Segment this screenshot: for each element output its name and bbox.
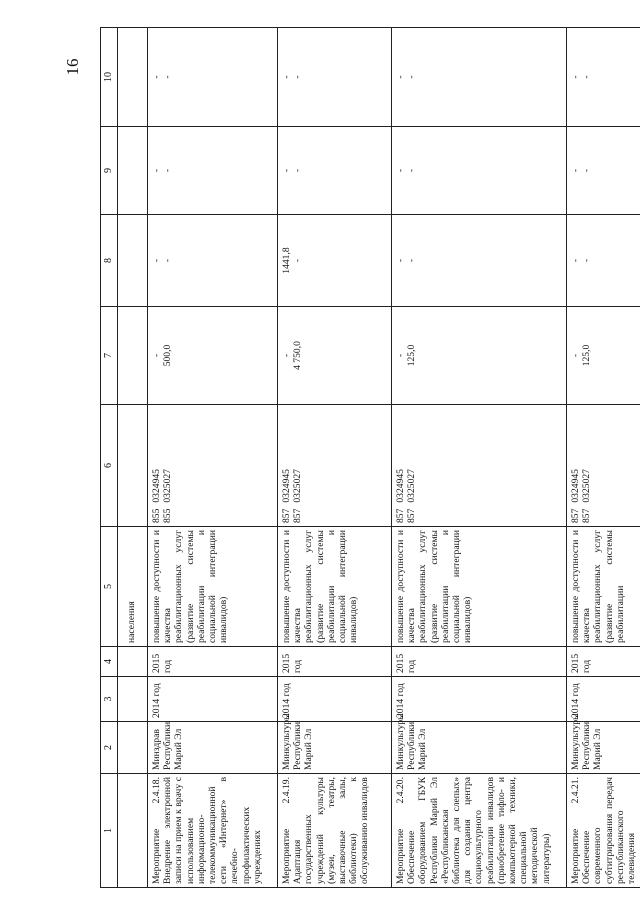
col10-cell — [148, 28, 278, 127]
value: - — [281, 75, 292, 79]
end-cell: 2015 год — [148, 647, 278, 677]
header-col-3: 3 — [101, 677, 118, 722]
kbk-code: 0324945 — [395, 469, 406, 503]
value: - — [406, 75, 418, 79]
measure-cell: Мероприятие 2.4.19. Адаптация государственных учреждений культуры (музеи, театры, выставочные залы, библиотеки) к обслуживанию инвалидов — [278, 774, 392, 888]
end-cell: 2015 год — [392, 647, 567, 677]
codes-cell — [148, 405, 278, 527]
grbs-code: 857 — [570, 508, 581, 523]
value: - — [292, 75, 304, 79]
grbs-code: 857 — [406, 508, 418, 523]
kbk-code: 0324945 — [151, 469, 162, 503]
col8-cell — [392, 215, 567, 307]
col9-cell — [148, 127, 278, 215]
start-cell: 2014 год — [567, 677, 640, 722]
grbs-code: 857 — [281, 508, 292, 523]
outcome-cell: повышение доступности и качества реабилитационных услуг (развитие системы реабилитации и социальной интеграции инвалидов) — [278, 527, 392, 647]
value: - — [570, 353, 581, 358]
value: - — [395, 75, 406, 79]
executor-cell: Минкультуры Республики Марий Эл — [278, 722, 392, 774]
start-cell: 2014 год — [392, 677, 567, 722]
col10-cell — [392, 28, 567, 127]
value: 4 750,0 — [292, 341, 304, 370]
codes-cell — [392, 405, 567, 527]
end-cell: 2015 год — [567, 647, 640, 677]
executor-cell: Минкультуры Республики Марий Эл — [392, 722, 567, 774]
value: - — [581, 168, 593, 173]
col8-cell — [278, 215, 392, 307]
start-cell: 2014 год — [278, 677, 392, 722]
table-row — [567, 28, 640, 888]
value: 125,0 — [581, 344, 593, 367]
continuation-row — [118, 28, 148, 888]
col10-cell — [278, 28, 392, 127]
kbk-code: 0324945 — [281, 469, 292, 503]
outcome-cell: повышение доступности и качества реабилитационных услуг (развитие системы реабилитации и социальной интеграции инвалидов) — [148, 527, 278, 647]
start-cell: 2014 год — [148, 677, 278, 722]
value: - — [162, 168, 174, 173]
value: - — [151, 75, 162, 79]
header-col-8: 8 — [101, 215, 118, 307]
page-number: 16 — [63, 58, 82, 76]
executor-cell: Минкультуры Республики Марий Эл — [567, 722, 640, 774]
measure-cell: Мероприятие 2.4.21. Обеспечение современного субтитрирования передач республиканского телевидения — [567, 774, 640, 888]
value: 1441,8 — [281, 247, 292, 274]
value: - — [395, 258, 406, 263]
value: - — [292, 258, 304, 263]
kbk-code: 0325027 — [292, 469, 304, 503]
value: - — [570, 168, 581, 173]
value: - — [570, 75, 581, 79]
header-col-2: 2 — [101, 722, 118, 774]
value: - — [151, 168, 162, 173]
value: 500,0 — [162, 344, 174, 367]
col9-cell — [567, 127, 640, 215]
codes-cell — [278, 405, 392, 527]
col10-cell — [567, 28, 640, 127]
outcome-cell: повышение доступности и качества реабилитационных услуг (развитие системы реабилитации — [567, 527, 640, 647]
col8-cell — [148, 215, 278, 307]
value: - — [395, 353, 406, 358]
rotated-table-wrapper — [100, 28, 638, 888]
kbk-code: 0325027 — [162, 469, 174, 503]
value: - — [281, 353, 292, 358]
header-col-1: 1 — [101, 774, 118, 888]
header-col-10: 10 — [101, 28, 118, 127]
value: 125,0 — [406, 344, 418, 367]
grbs-code: 855 — [162, 508, 174, 523]
grbs-code: 857 — [581, 508, 593, 523]
value: - — [581, 258, 593, 263]
value: - — [406, 258, 418, 263]
col8-cell — [567, 215, 640, 307]
program-measures-table — [100, 27, 640, 888]
value: - — [151, 353, 162, 358]
table-row — [148, 28, 278, 888]
value: - — [281, 168, 292, 173]
grbs-code: 855 — [151, 508, 162, 523]
kbk-code: 0324945 — [570, 469, 581, 503]
col7-cell — [278, 307, 392, 405]
header-col-4: 4 — [101, 647, 118, 677]
kbk-code: 0325027 — [406, 469, 418, 503]
value: - — [395, 168, 406, 173]
col7-cell — [392, 307, 567, 405]
col7-cell — [567, 307, 640, 405]
value: - — [406, 168, 418, 173]
value: - — [162, 258, 174, 263]
col7-cell — [148, 307, 278, 405]
end-cell: 2015 год — [278, 647, 392, 677]
grbs-code: 857 — [395, 508, 406, 523]
measure-cell: Мероприятие 2.4.18. Внедрение электронной записи на прием к врачу с использованием информационно-телекоммуникационной сети «Интернет» в лечебно-профилактических учреждениях — [148, 774, 278, 888]
grbs-code: 857 — [292, 508, 304, 523]
header-col-7: 7 — [101, 307, 118, 405]
header-col-6: 6 — [101, 405, 118, 527]
table-row — [392, 28, 567, 888]
value: - — [151, 258, 162, 263]
executor-cell: Минздрав Республики Марий Эл — [148, 722, 278, 774]
header-row — [101, 28, 118, 888]
continuation-text: населения — [118, 527, 148, 647]
kbk-code: 0325027 — [581, 469, 593, 503]
value: - — [581, 75, 593, 79]
col9-cell — [392, 127, 567, 215]
header-col-5: 5 — [101, 527, 118, 647]
codes-cell — [567, 405, 640, 527]
measure-cell: Мероприятие 2.4.20. Обеспечение оборудованием ГБУК Республики Марий Эл «Республиканская библиотека для слепых» для создания центра социокультурного реабилитации инвалидов (приобретение тифло- и компьютерной техники, специальной методической литературы) — [392, 774, 567, 888]
col9-cell — [278, 127, 392, 215]
header-col-9: 9 — [101, 127, 118, 215]
table-row — [278, 28, 392, 888]
value: - — [162, 75, 174, 79]
value: - — [570, 258, 581, 263]
outcome-cell: повышение доступности и качества реабилитационных услуг (развитие системы реабилитации и социальной интеграции инвалидов) — [392, 527, 567, 647]
value: - — [292, 168, 304, 173]
